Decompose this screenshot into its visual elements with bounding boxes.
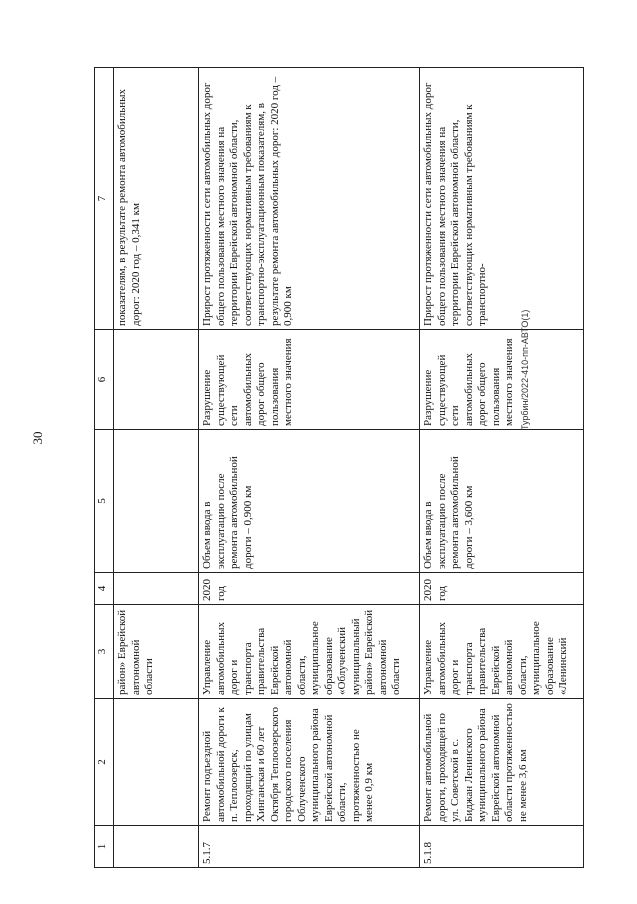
cell-name xyxy=(114,699,199,826)
column-header: 7 xyxy=(95,68,114,330)
column-header: 4 xyxy=(95,573,114,605)
column-number-row xyxy=(95,68,114,868)
cell-executor: Управление автомобильных дорог и транспорта правительства Еврейской автономной области, муниципальное образование «Облученский муниципальный район» Еврейской автономной области xyxy=(199,605,420,699)
cell-number: 5.1.8 xyxy=(420,826,584,868)
program-measures-table xyxy=(94,67,584,868)
page-number: 30 xyxy=(30,431,45,445)
cell-indicator: Прирост протяженности сети автомобильных дорог общего пользования местного значения на территории Еврейской автономной области, соответствующих нормативным требованиям к транспортно-эксплуатационным показателям, в результате ремонта автомобильных дорог: 2020 год – 0,900 км xyxy=(199,68,420,330)
cell-name: Ремонт автомобильной дороги, проходящей по ул. Советской в с. Биджан Ленинского муниципального района Еврейской автономной области протяженностью не менее 3,6 км xyxy=(420,699,584,826)
cell-name: Ремонт подъездной автомобильной дороги к п. Теплоозерск, проходящий по улицам Хинганская и 60 лет Октября Теплоозерского городского поселения Облученского муниципального района Еврейской автономной области, протяженностью не менее 0,9 км xyxy=(199,699,420,826)
cell-result: Объем ввода в эксплуатацию после ремонта автомобильной дороги – 0,900 км xyxy=(199,430,420,573)
cell-executor: район» Еврейской автономной области xyxy=(114,605,199,699)
column-header: 2 xyxy=(95,699,114,826)
cell-consequence: Разрушение существующей сети автомобильных дорог общего пользования местного значения xyxy=(199,330,420,430)
document-code: Турбин/2022-410-пп-АВТО(1) xyxy=(520,309,530,430)
table-row xyxy=(199,68,420,868)
column-header: 5 xyxy=(95,430,114,573)
cell-number: 5.1.7 xyxy=(199,826,420,868)
cell-executor: Управление автомобильных дорог и транспорта правительства Еврейской автономной области, муниципальное образование «Ленинский xyxy=(420,605,584,699)
cell-result xyxy=(114,430,199,573)
cell-indicator: Прирост протяженности сети автомобильных дорог общего пользования местного значения на территории Еврейской автономной области, соответствующих нормативным требованиям к транспортно- xyxy=(420,68,584,330)
column-header: 6 xyxy=(95,330,114,430)
rotated-table-container xyxy=(94,68,584,868)
cell-indicator: показателям, в результате ремонта автомобильных дорог: 2020 год – 0,341 км xyxy=(114,68,199,330)
cell-consequence xyxy=(114,330,199,430)
column-header: 1 xyxy=(95,826,114,868)
cell-consequence: Разрушение существующей сети автомобильных дорог общего пользования местного значения xyxy=(420,330,584,430)
column-header: 3 xyxy=(95,605,114,699)
cell-year: 2020 год xyxy=(199,573,420,605)
table-row-continuation xyxy=(114,68,199,868)
cell-year: 2020 год xyxy=(420,573,584,605)
cell-year xyxy=(114,573,199,605)
cell-result: Объем ввода в эксплуатацию после ремонта автомобильной дороги – 3,600 км xyxy=(420,430,584,573)
cell-number xyxy=(114,826,199,868)
table-row xyxy=(420,68,584,868)
